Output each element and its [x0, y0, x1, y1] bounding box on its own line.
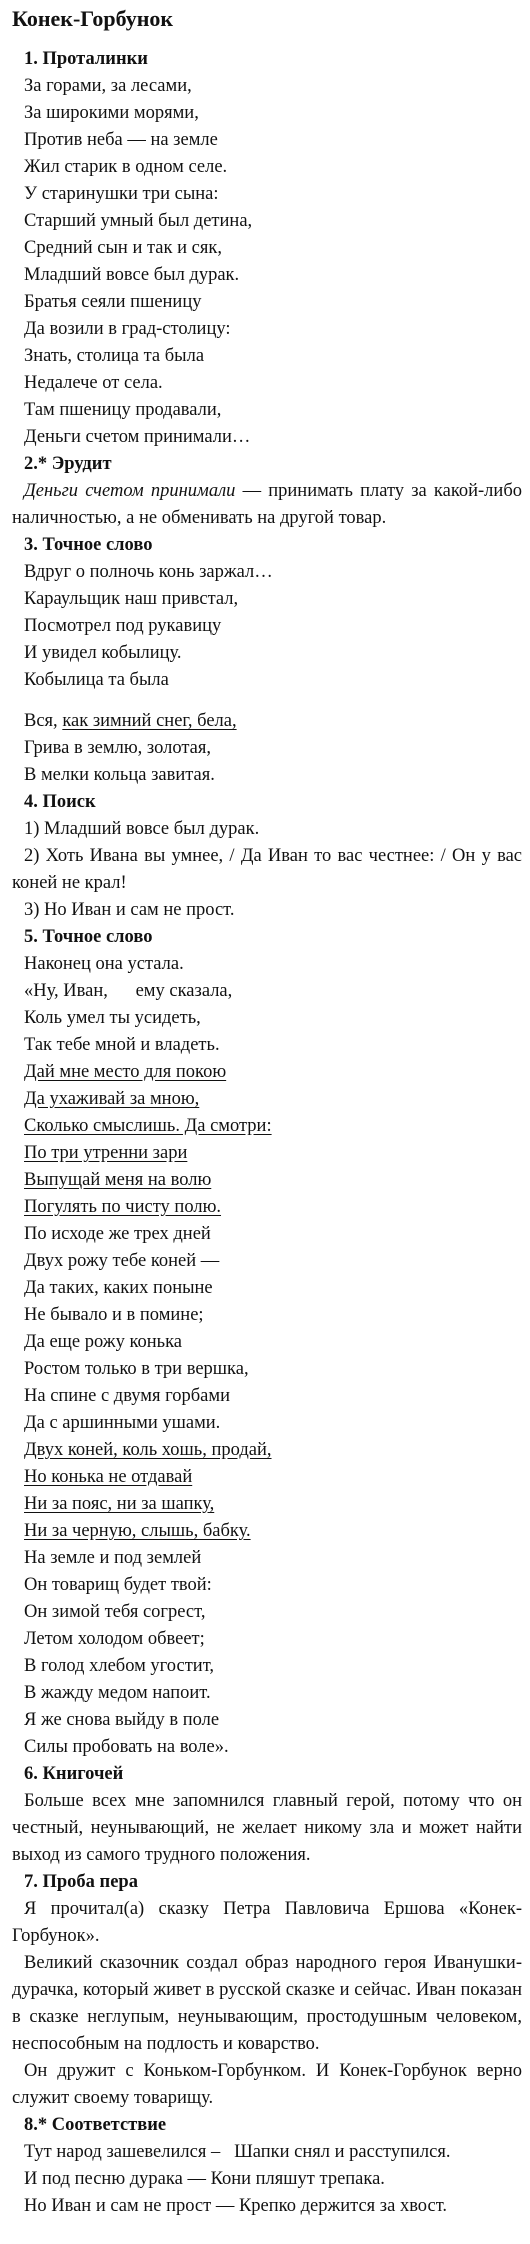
underlined-verse-line: Ни за черную, слышь, бабку. — [24, 1521, 251, 1541]
verse-line: Деньги счетом принимали… — [24, 427, 251, 447]
verse-line: В жажду медом напоит. — [24, 1683, 211, 1703]
section-7-paragraph: Великий сказочник создал образ народного героя Иванушки-дурачка, который живет в русской сказке и сейчас. Иван показан в сказке неглупым, неунывающим, простодушным человеком, неспособным на подлость и коварство. — [12, 1953, 522, 2054]
underlined-verse-line: Выпущай меня на волю — [24, 1170, 212, 1190]
verse-line: Средний сын и так и сяк, — [24, 238, 222, 258]
section-4-heading: 4. Поиск — [24, 792, 96, 812]
section-2-paragraph — [12, 478, 522, 532]
verse-line: По исходе же трех дней — [24, 1224, 211, 1244]
verse-line: Караульщик наш привстал, — [24, 589, 239, 609]
verse-line: Я же снова выйду в поле — [24, 1710, 220, 1730]
verse-line: Наконец она устала. — [24, 954, 184, 974]
verse-line: Кобылица та была — [24, 670, 169, 690]
verse-line: Вдруг о полночь конь заржал… — [24, 562, 273, 582]
underlined-verse-line: Ни за пояс, ни за шапку, — [24, 1494, 215, 1514]
verse-line: На земле и под землей — [24, 1548, 202, 1568]
verse-line: Да таких, каких поныне — [24, 1278, 213, 1298]
verse-line: И увидел кобылицу. — [24, 643, 182, 663]
section-6-paragraph: Больше всех мне запомнился главный герой, потому что он честный, неунывающий, не желает никому зла и может найти выход из самого трудного положения. — [12, 1791, 522, 1865]
verse-line: Против неба — на земле — [24, 130, 218, 150]
verse-line: Летом холодом обвеет; — [24, 1629, 205, 1649]
document-title: Конек-Горбунок — [12, 6, 174, 31]
match-line: И под песню дурака — Кони пляшут трепака. — [24, 2169, 385, 2189]
verse-line: Братья сеяли пшеницу — [24, 292, 202, 312]
verse-line: За широкими морями, — [24, 103, 199, 123]
match-line: Но Иван и сам не прост — Крепко держится за хвост. — [24, 2196, 448, 2216]
underlined-verse-line: По три утренни зари — [24, 1143, 188, 1163]
section-7-heading: 7. Проба пера — [24, 1872, 138, 1892]
verse-line: Силы пробовать на воле». — [24, 1737, 229, 1757]
verse-line: Младший вовсе был дурак. — [24, 265, 240, 285]
section-3-verse — [12, 559, 522, 694]
verse-line: Он зимой тебя согрест, — [24, 1602, 206, 1622]
verse-line: Жил старик в одном селе. — [24, 157, 228, 177]
verse-line: Посмотрел под рукавицу — [24, 616, 222, 636]
verse-line: За горами, за лесами, — [24, 76, 192, 96]
verse-line: Так тебе мной и владеть. — [24, 1035, 220, 1055]
verse-line-prefix: Вся, — [24, 711, 63, 731]
underlined-verse-line: Двух коней, коль хошь, продай, — [24, 1440, 272, 1460]
section-1 — [12, 46, 522, 451]
verse-line: Да еще рожу конька — [24, 1332, 182, 1352]
section-5 — [12, 924, 522, 1761]
verse-line: Да возили в град-столицу: — [24, 319, 231, 339]
section-2-heading: 2.* Эрудит — [24, 454, 112, 474]
verse-line: Грива в землю, золотая, — [24, 738, 211, 758]
underlined-verse-line: Да ухаживай за мною, — [24, 1089, 200, 1109]
verse-line: Да с аршинными ушами. — [24, 1413, 221, 1433]
verse-line: Недалече от села. — [24, 373, 163, 393]
section-6-heading: 6. Книгочей — [24, 1764, 124, 1784]
underlined-verse-line: Дай мне место для покою — [24, 1062, 227, 1082]
verse-line: Старший умный был детина, — [24, 211, 253, 231]
list-item: 1) Младший вовсе был дурак. — [24, 819, 260, 839]
underlined-verse-line: Но конька не отдавай — [24, 1467, 193, 1487]
verse-line: Двух рожу тебе коней — — [24, 1251, 220, 1271]
section-5-verse — [12, 951, 522, 1761]
verse-line: В мелки кольца завитая. — [24, 765, 215, 785]
underlined-fragment: как зимний снег, бела, — [62, 711, 237, 731]
section-6 — [12, 1761, 522, 1869]
verse-line: Коль умел ты усидеть, — [24, 1008, 201, 1028]
verse-line — [24, 708, 522, 735]
section-7 — [12, 1869, 522, 2112]
verse-line: Там пшеницу продавали, — [24, 400, 222, 420]
list-item: 3) Но Иван и сам не прост. — [24, 900, 235, 920]
section-8-heading: 8.* Соответствие — [24, 2115, 167, 2135]
verse-line: Знать, столица та была — [24, 346, 205, 366]
verse-line: «Ну, Иван, ему сказала, — [24, 981, 233, 1001]
idiom-term: Деньги счетом принимали — [24, 481, 236, 501]
section-3 — [12, 532, 522, 789]
section-8 — [12, 2112, 522, 2220]
verse-line: Ростом только в три вершка, — [24, 1359, 249, 1379]
idiom-definition: — принимать плату за какой-либо наличностью, а не обменивать на другой товар. — [12, 481, 522, 528]
underlined-verse-line: Погулять по чисту полю. — [24, 1197, 222, 1217]
verse-line: В голод хлебом угостит, — [24, 1656, 215, 1676]
underlined-verse-line: Сколько смыслишь. Да смотри: — [24, 1116, 272, 1136]
section-2 — [12, 451, 522, 532]
verse-line: У старинушки три сына: — [24, 184, 219, 204]
list-item: 2) Хоть Ивана вы умнее, / Да Иван то вас честнее: / Он у вас коней не крал! — [12, 846, 522, 893]
match-line: Тут народ зашевелился – Шапки снял и расступился. — [24, 2142, 451, 2162]
section-3-heading: 3. Точное слово — [24, 535, 153, 555]
section-5-heading: 5. Точное слово — [24, 927, 153, 947]
section-7-paragraph: Я прочитал(а) сказку Петра Павловича Ершова «Конек-Горбунок». — [12, 1899, 522, 1946]
section-4 — [12, 789, 522, 924]
verse-line: На спине с двумя горбами — [24, 1386, 231, 1406]
section-1-verse — [12, 73, 522, 451]
section-7-paragraph: Он дружит с Коньком-Горбунком. И Конек-Горбунок верно служит своему товарищу. — [12, 2061, 522, 2108]
section-1-heading: 1. Проталинки — [24, 49, 148, 69]
verse-line: Не бывало и в помине; — [24, 1305, 204, 1325]
section-3-verse-continued — [12, 708, 522, 789]
verse-line: Он товарищ будет твой: — [24, 1575, 212, 1595]
